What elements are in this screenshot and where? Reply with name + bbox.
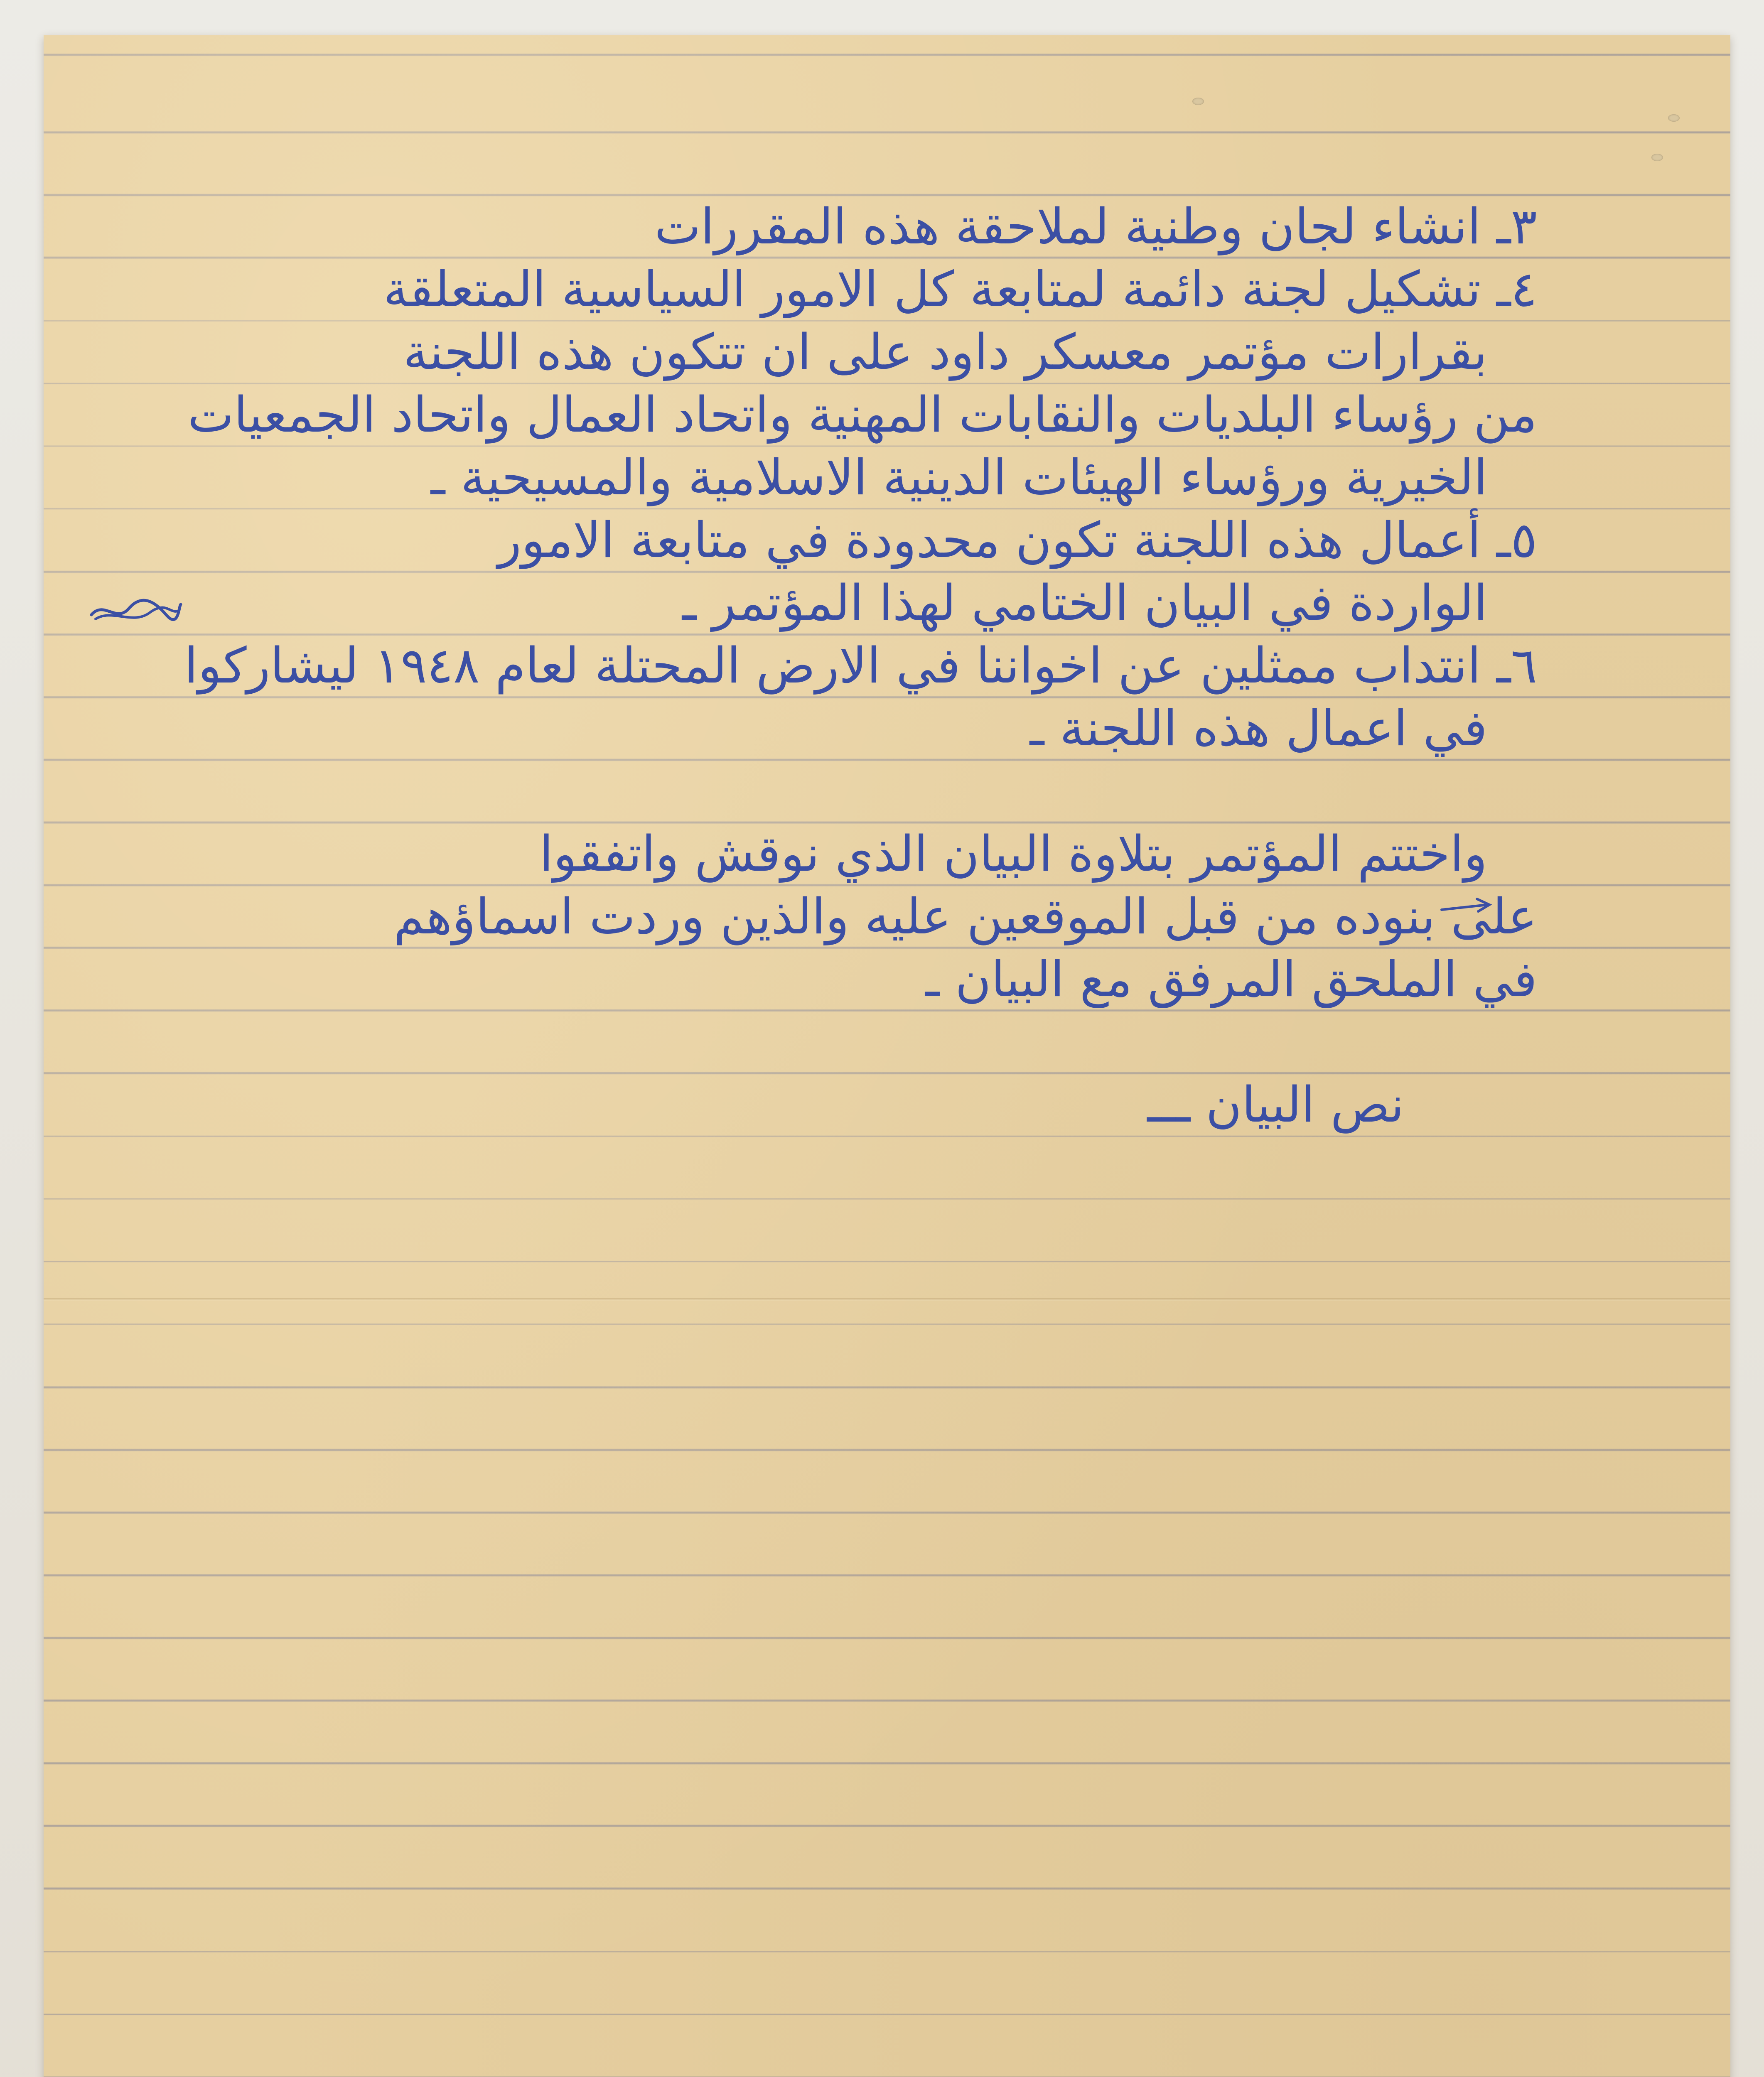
text-line: نص البيان ـــ <box>1147 1076 1404 1133</box>
text-line: على بنوده من قبل الموقعين عليه والذين وردت اسماؤهم <box>393 888 1537 945</box>
scribble-mark-icon <box>87 592 183 629</box>
text-line: واختتم المؤتمر بتلاوة البيان الذي نوقش واتفقوا <box>539 825 1487 882</box>
text-line: ٦ـ انتداب ممثلين عن اخواننا في الارض المحتلة لعام ١٩٤٨ ليشاركوا <box>184 637 1537 694</box>
arrow-mark-icon <box>1437 893 1496 918</box>
text-line: الخيرية ورؤساء الهيئات الدينية الاسلامية والمسيحية ـ <box>430 449 1487 506</box>
text-line: بقرارات مؤتمر معسكر داود على ان تتكون هذه اللجنة <box>403 323 1487 381</box>
blank-gap <box>66 760 1537 822</box>
pin-hole-mark <box>1668 114 1680 122</box>
pin-hole-mark <box>1651 154 1663 161</box>
text-line: ٤ـ تشكيل لجنة دائمة لمتابعة كل الامور السياسية المتعلقة <box>383 260 1537 318</box>
paper-fold <box>44 1298 1730 1301</box>
text-line: ٥ـ أعمال هذه اللجنة تكون محدودة في متابعة الامور <box>497 511 1537 569</box>
text-line: الواردة في البيان الختامي لهذا المؤتمر ـ <box>682 574 1487 631</box>
handwritten-text-block <box>66 195 1537 1136</box>
blank-gap <box>66 1011 1537 1073</box>
text-line: في اعمال هذه اللجنة ـ <box>1029 700 1487 757</box>
text-line: في الملحق المرفق مع البيان ـ <box>925 950 1537 1008</box>
text-line: من رؤساء البلديات والنقابات المهنية واتحاد العمال واتحاد الجمعيات <box>187 386 1537 443</box>
pin-hole-mark <box>1192 98 1204 105</box>
text-line: ٣ـ انشاء لجان وطنية لملاحقة هذه المقررات <box>654 198 1537 255</box>
